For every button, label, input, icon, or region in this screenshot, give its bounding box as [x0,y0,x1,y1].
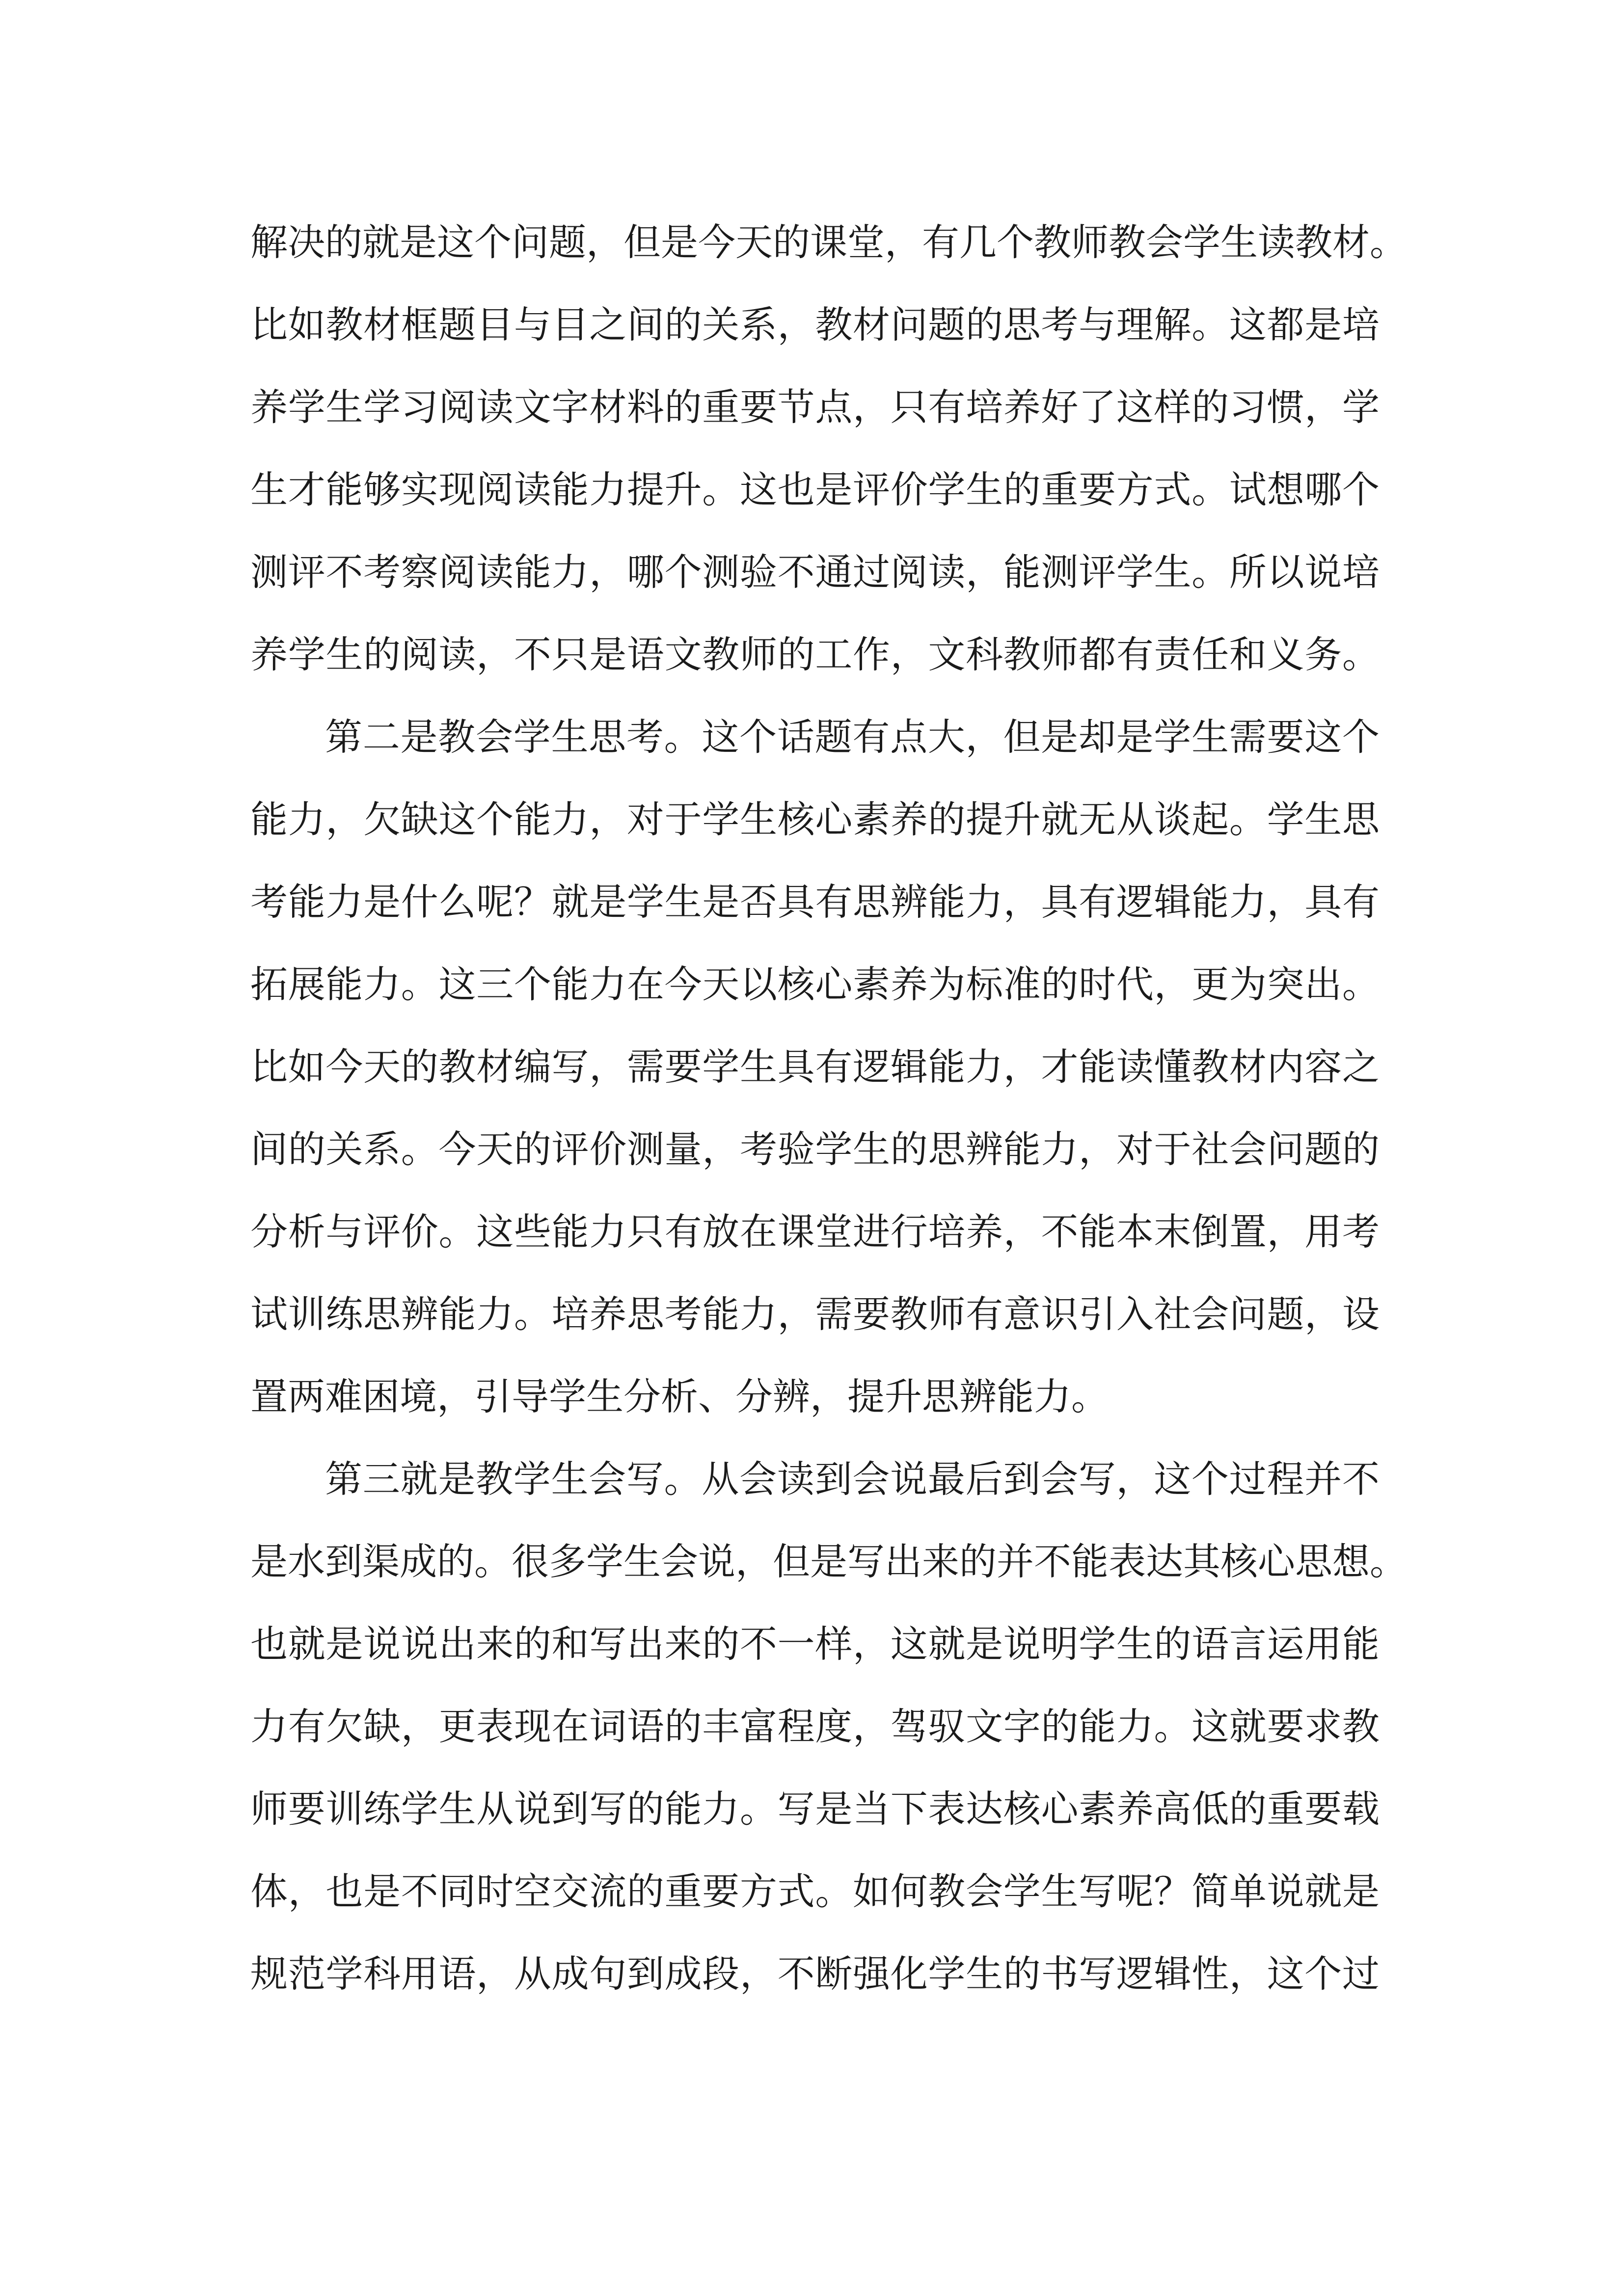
text-line: 解决的就是这个问题，但是今天的课堂，有几个教师教会学生读教材。 [250,220,1407,264]
document-body [250,201,1407,2015]
text-line: 体，也是不同时空交流的重要方式。如何教会学生写呢？简单说就是 [250,1869,1380,1913]
text-line: 师要训练学生从说到写的能力。写是当下表达核心素养高低的重要载 [250,1787,1380,1831]
text-line: 比如教材框题目与目之间的关系，教材问题的思考与理解。这都是培 [250,303,1380,347]
paragraph-reading [250,201,1407,696]
paragraph-thinking [250,696,1380,1438]
text-line: 能力，欠缺这个能力，对于学生核心素养的提升就无从谈起。学生思 [250,798,1380,841]
text-line: 拓展能力。这三个能力在今天以核心素养为标准的时代，更为突出。 [250,962,1380,1006]
text-line-first: 第三就是教学生会写。从会读到会说最后到会写，这个过程并不 [325,1457,1380,1501]
paragraph-writing [250,1438,1407,2015]
text-line: 生才能够实现阅读能力提升。这也是评价学生的重要方式。试想哪个 [250,468,1380,511]
text-line: 力有欠缺，更表现在词语的丰富程度，驾驭文字的能力。这就要求教 [250,1705,1380,1748]
text-line-last: 置两难困境，引导学生分析、分辨，提升思辨能力。 [250,1375,1109,1418]
text-line: 规范学科用语，从成句到成段，不断强化学生的书写逻辑性，这个过 [250,1952,1380,1996]
text-line: 养学生学习阅读文字材料的重要节点，只有培养好了这样的习惯，学 [250,385,1380,429]
text-line: 考能力是什么呢？就是学生是否具有思辨能力，具有逻辑能力，具有 [250,880,1380,924]
text-line: 试训练思辨能力。培养思考能力，需要教师有意识引入社会问题，设 [250,1292,1380,1336]
text-line: 也就是说说出来的和写出来的不一样，这就是说明学生的语言运用能 [250,1622,1380,1666]
text-line: 是水到渠成的。很多学生会说，但是写出来的并不能表达其核心思想。 [250,1540,1407,1583]
text-line: 养学生的阅读，不只是语文教师的工作，文科教师都有责任和义务。 [250,633,1380,676]
text-line: 分析与评价。这些能力只有放在课堂进行培养，不能本末倒置，用考 [250,1210,1380,1254]
text-line: 比如今天的教材编写，需要学生具有逻辑能力，才能读懂教材内容之 [250,1045,1380,1089]
text-line: 间的关系。今天的评价测量，考验学生的思辨能力，对于社会问题的 [250,1127,1380,1171]
text-line: 测评不考察阅读能力，哪个测验不通过阅读，能测评学生。所以说培 [250,550,1380,594]
text-line-first: 第二是教会学生思考。这个话题有点大，但是却是学生需要这个 [325,715,1380,759]
